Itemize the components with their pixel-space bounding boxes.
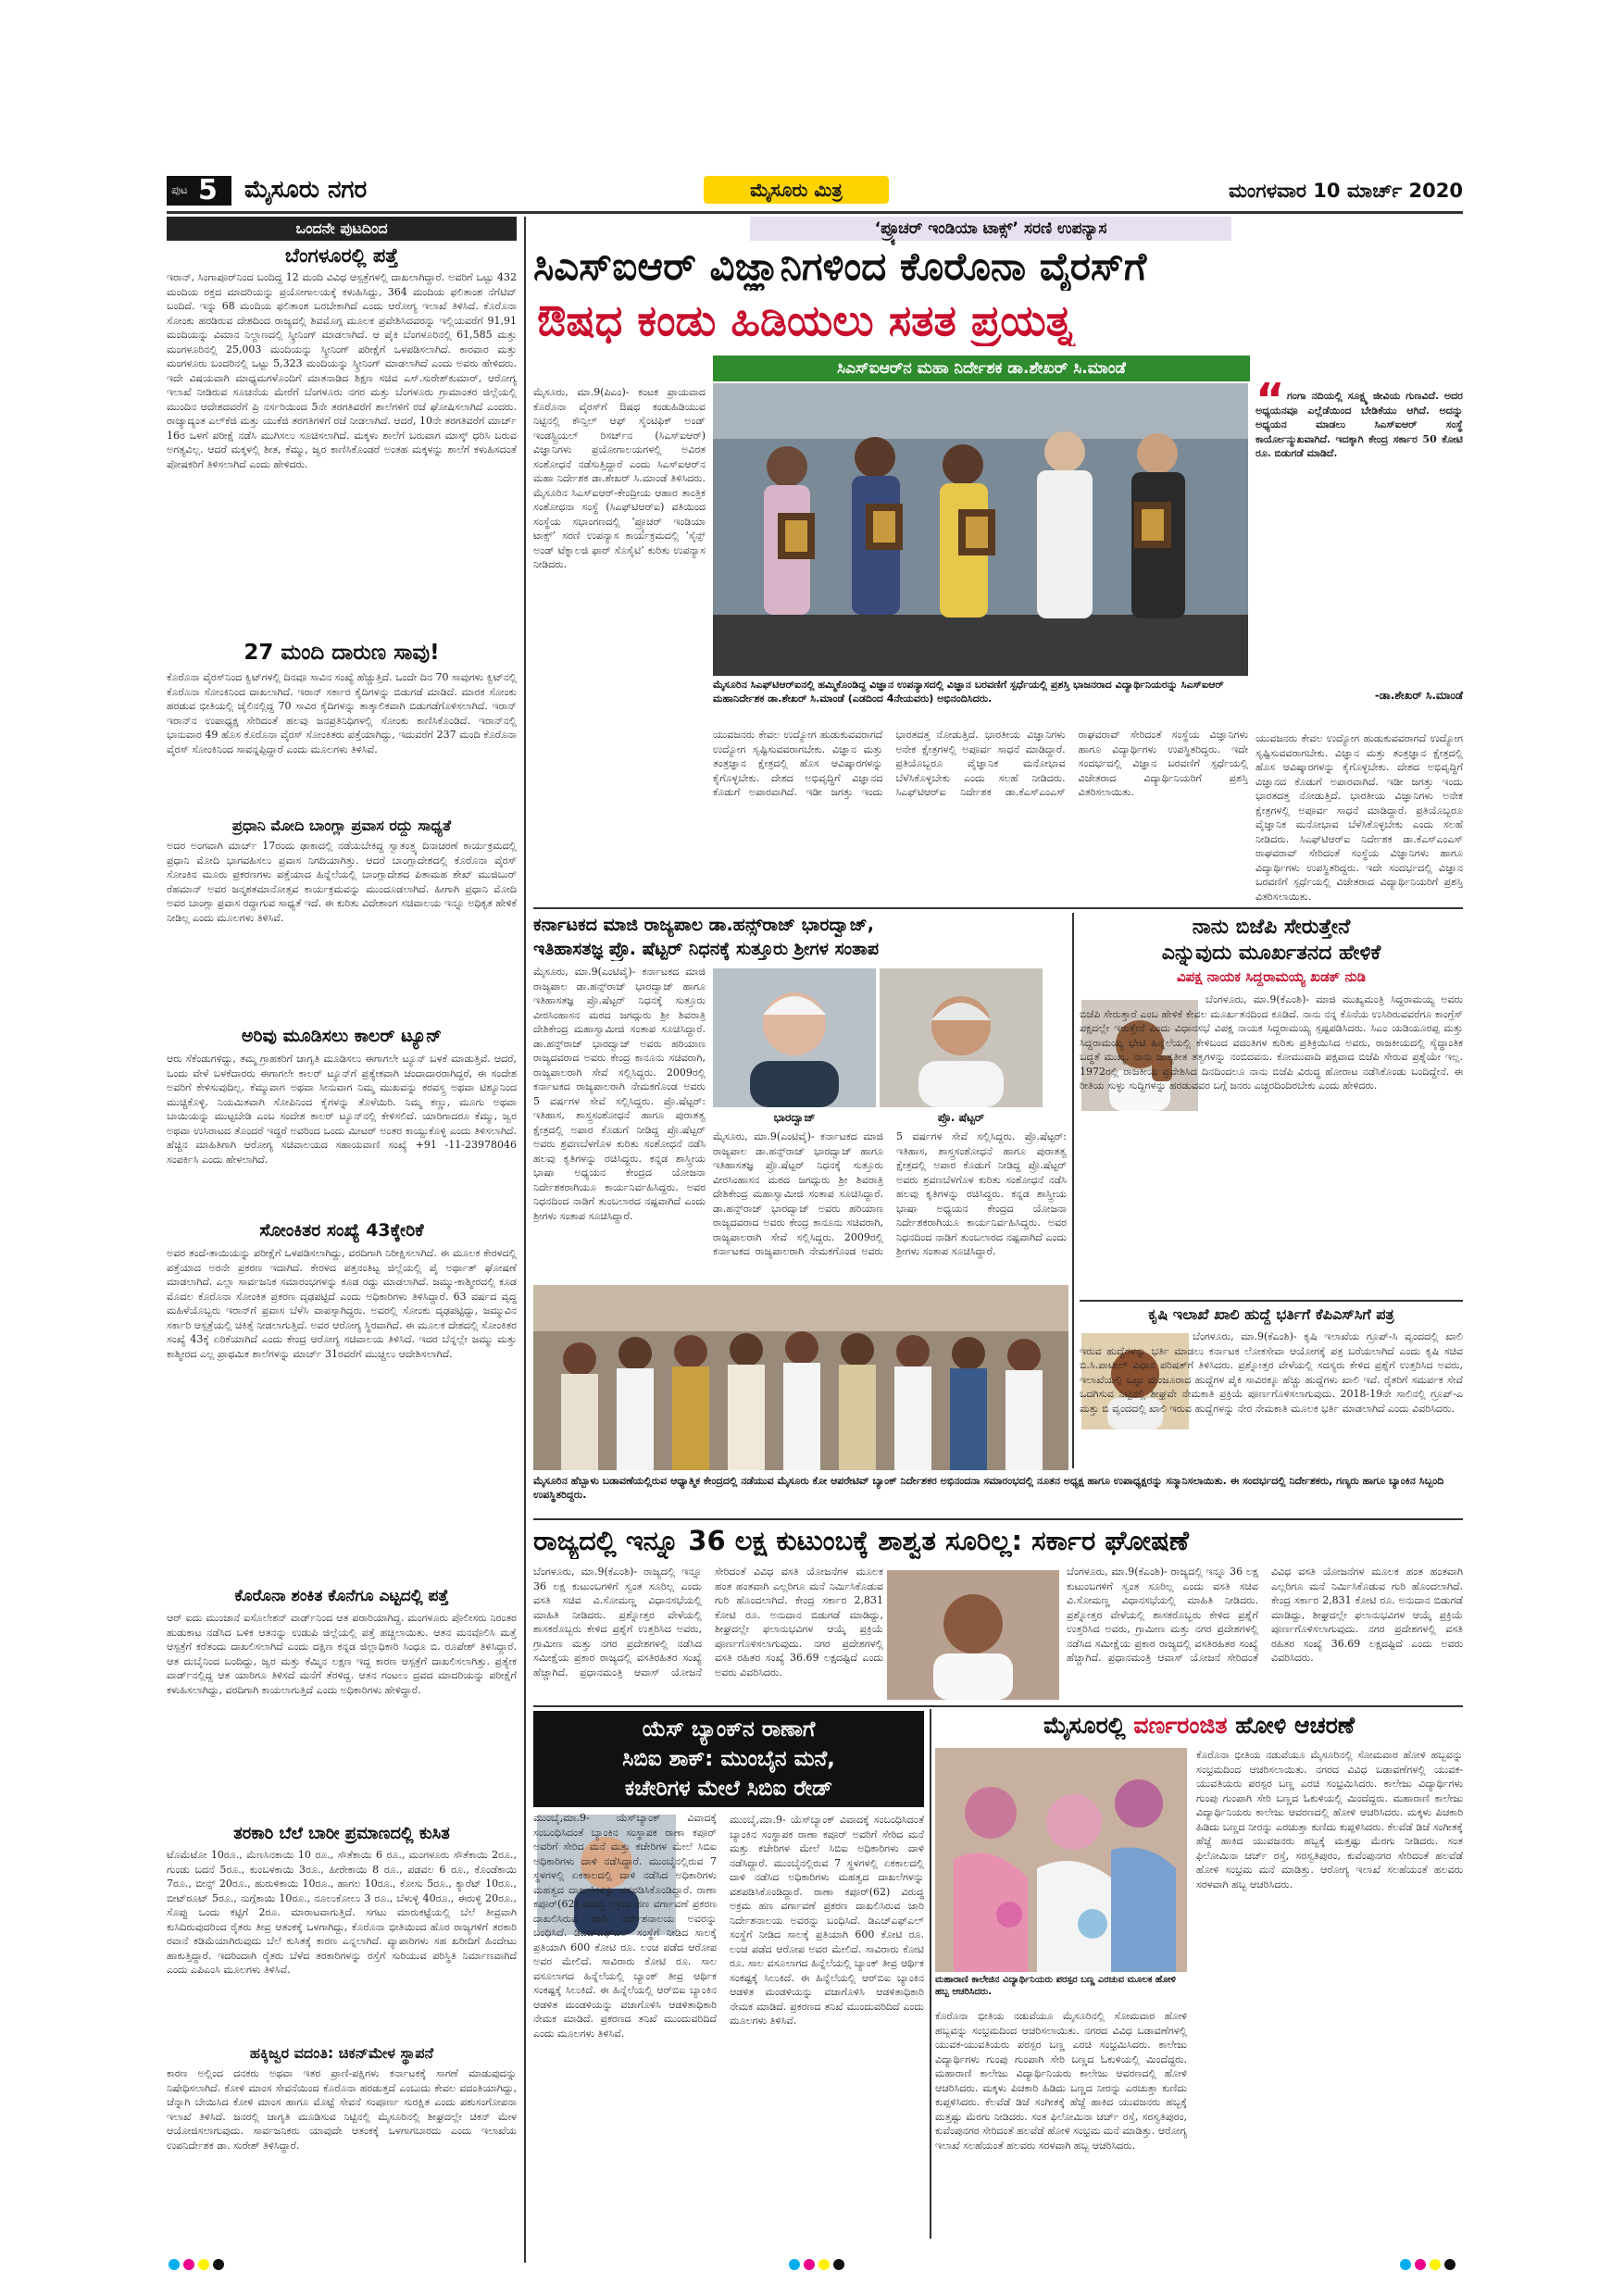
lead-headline-2: ಔಷಧ ಕಂಡು ಹಿಡಿಯಲು ಸತತ ಪ್ರಯತ್ನ: [537, 295, 1075, 345]
lead-headline-1: ಸಿಎಸ್‌ಐಆರ್ ವಿಜ್ಞಾನಿಗಳಿಂದ ಕೊರೊನಾ ವೈರಸ್‌ಗೆ: [533, 243, 1147, 289]
story-title-modi: ಪ್ರಧಾನಿ ಮೋದಿ ಬಾಂಗ್ಲಾ ಪ್ರವಾಸ ರದ್ದು ಸಾಧ್ಯತೆ: [231, 817, 452, 834]
story-body-prices: ಟೊಮೆಟೋ 10ರೂ., ಮೆಣಸಿನಕಾಯಿ 10 ರೂ., ಸೌತೆಕಾಯಿ 6 ರೂ., ಮಂಗಳೂರು ಸೌತೆಕಾಯಿ 2ರೂ., ಗುಂಡು ಬದನೆ 5ರೂ., ಕುಂಬಳಕಾಯಿ 3ರೂ., ಹೀರೇಕಾಯಿ 8 ರೂ., ಪಡವಲ 6 ರೂ., ಕೊಂಡೆಕಾಯಿ 7ರೂ., ಬೀನ್ಸ್ 20ರೂ., ಹುರುಳಿಕಾಯಿ 10ರೂ., ಹಾಗಲ 10ರೂ., ಕೋಸು 5ರೂ., ಕ್ಯಾರೆಟ್ 10ರೂ., ಬೀಟ್‌ರೂಟ್ 5ರೂ., ನುಗ್ಗೆಕಾಯಿ 10ರೂ., ನೂಲುಕೋಲು 3 ರೂ., ಬೆಳುಳ್ಳಿ 40ರೂ., ಈರುಳ್ಳಿ 20ರೂ., ಸೊಪ್ಪು ಒಂದು ಕಟ್ಟಿಗೆ 2ರೂ. ಮಾರಾಟವಾಗುತ್ತಿದೆ. ಸಗಟು ಮಾರುಕಟ್ಟೆಯಲ್ಲಿ ಬೆಲೆ ತೀವ್ರವಾಗಿ ಕುಸಿದಿರುವುದರಿಂದ ರೈತರು ತೀವ್ರ ಆತಂಕಕ್ಕೆ ಒಳಗಾಗಿದ್ದು, ಕೊರೊನಾ ಭೀತಿಯಿಂದ ಹೊರ ರಾಜ್ಯಗಳಿಗೆ ತರಕಾರಿ ರವಾನೆ ಕಡಿಮೆಯಾಗಿರುವುದು ಬೆಲೆ ಕುಸಿತಕ್ಕೆ ಕಾರಣ ಎನ್ನಲಾಗಿದೆ. ವ್ಯಾಪಾರಿಗಳು ಸಹ ಖರೀದಿಗೆ ಹಿಂದೇಟು ಹಾಕುತ್ತಿದ್ದಾರೆ. ಇದರಿಂದಾಗಿ ರೈತರು ಬೆಳೆದ ತರಕಾರಿಗಳನ್ನು ರಸ್ತೆಗೆ ಸುರಿಯುವ ಪರಿಸ್ಥಿತಿ ನಿರ್ಮಾಣವಾಗಿದೆ ಎಂದು ಎಪಿಎಂಸಿ ಮೂಲಗಳು ತಿಳಿಸಿವೆ.: [167, 1849, 517, 1976]
left-column: [167, 217, 517, 2013]
holi-headline-prefix: ಮೈಸೂರಲ್ಲಿ: [1043, 1712, 1134, 1739]
quote-icon: “: [1255, 374, 1285, 426]
holi-photo: [935, 1748, 1187, 1972]
holi-headline-suffix: ಹೋಳಿ ಆಚರಣೆ: [1227, 1712, 1355, 1739]
housing-body-right: ಬೆಂಗಳೂರು, ಮಾ.9(ಕೆಎಂಶಿ)- ರಾಜ್ಯದಲ್ಲಿ ಇನ್ನೂ 36 ಲಕ್ಷ ಕುಟುಂಬಗಳಿಗೆ ಸ್ವಂತ ಸೂರಿಲ್ಲ ಎಂದು ವಸತಿ ಸಚಿವ ವಿ.ಸೋಮಣ್ಣ ವಿಧಾನಸಭೆಯಲ್ಲಿ ಮಾಹಿತಿ ನೀಡಿದರು. ಪ್ರಶ್ನೋತ್ತರ ವೇಳೆಯಲ್ಲಿ ಶಾಸಕರೊಬ್ಬರು ಕೇಳಿದ ಪ್ರಶ್ನೆಗೆ ಉತ್ತರಿಸಿದ ಅವರು, ಗ್ರಾಮೀಣ ಮತ್ತು ನಗರ ಪ್ರದೇಶಗಳಲ್ಲಿ ನಡೆಸಿದ ಸಮೀಕ್ಷೆಯ ಪ್ರಕಾರ ರಾಜ್ಯದಲ್ಲಿ ವಸತಿರಹಿತರ ಸಂಖ್ಯೆ ಹೆಚ್ಚಾಗಿದೆ. ಪ್ರಧಾನಮಂತ್ರಿ ಆವಾಸ್ ಯೋಜನೆ ಸೇರಿದಂತೆ ವಿವಿಧ ವಸತಿ ಯೋಜನೆಗಳ ಮೂಲಕ ಹಂತ ಹಂತವಾಗಿ ಎಲ್ಲರಿಗೂ ಮನೆ ನಿರ್ಮಿಸಿಕೊಡುವ ಗುರಿ ಹೊಂದಲಾಗಿದೆ. ಕೇಂದ್ರ ಸರ್ಕಾರ 2,831 ಕೋಟಿ ರೂ. ಅನುದಾನ ಬಿಡುಗಡೆ ಮಾಡಿದ್ದು, ಶೀಘ್ರದಲ್ಲೇ ಫಲಾನುಭವಿಗಳ ಆಯ್ಕೆ ಪ್ರಕ್ರಿಯೆ ಪೂರ್ಣಗೊಳಿಸಲಾಗುವುದು. ನಗರ ಪ್ರದೇಶಗಳಲ್ಲಿ ವಸತಿ ರಹಿತರ ಸಂಖ್ಯೆ 36.69 ಲಕ್ಷದಷ್ಟಿದೆ ಎಂದು ಅವರು ವಿವರಿಸಿದರು.: [1067, 1566, 1463, 1664]
condolence-body-1: ಮೈಸೂರು, ಮಾ.9(ಎಂಟಿವೈ)- ಕರ್ನಾಟಕದ ಮಾಜಿ ರಾಜ್ಯಪಾಲ ಡಾ.ಹನ್ಸ್‌ರಾಜ್ ಭಾರದ್ವಾಜ್ ಹಾಗೂ ಇತಿಹಾಸತಜ್ಞ ಪ್ರೊ.ಷೆಟ್ಟರ್ ನಿಧನಕ್ಕೆ ಸುತ್ತೂರು ವೀರಸಿಂಹಾಸನ ಮಠದ ಜಗದ್ಗುರು ಶ್ರೀ ಶಿವರಾತ್ರಿ ದೇಶಿಕೇಂದ್ರ ಮಹಾಸ್ವಾಮೀಜಿ ಸಂತಾಪ ಸೂಚಿಸಿದ್ದಾರೆ. ಡಾ.ಹನ್ಸ್‌ರಾಜ್ ಭಾರದ್ವಾಜ್ ಅವರು ಹರಿಯಾಣ ರಾಜ್ಯದವರಾದ ಅವರು ಕೇಂದ್ರ ಕಾನೂನು ಸಚಿವರಾಗಿ, ರಾಜ್ಯಪಾಲರಾಗಿ ಸೇವೆ ಸಲ್ಲಿಸಿದ್ದರು. 2009ರಲ್ಲಿ ಕರ್ನಾಟಕದ ರಾಜ್ಯಪಾಲರಾಗಿ ನೇಮಕಗೊಂಡ ಅವರು 5 ವರ್ಷಗಳ ಸೇವೆ ಸಲ್ಲಿಸಿದ್ದರು. ಪ್ರೊ.ಷೆಟ್ಟರ್: ಇತಿಹಾಸ, ಶಾಸ್ತ್ರಸಂಶೋಧನೆ ಹಾಗೂ ಪುರಾತತ್ವ ಕ್ಷೇತ್ರದಲ್ಲಿ ಅಪಾರ ಕೊಡುಗೆ ನೀಡಿದ್ದ ಪ್ರೊ.ಷೆಟ್ಟರ್ ಅವರು ಶ್ರವಣಬೆಳಗೊಳ ಕುರಿತು ಸಂಶೋಧನೆ ನಡೆಸಿ ಹಲವು ಕೃತಿಗಳನ್ನು ರಚಿಸಿದ್ದರು. ಕನ್ನಡ ಶಾಸ್ತ್ರೀಯ ಭಾಷಾ ಅಧ್ಯಯನ ಕೇಂದ್ರದ ಯೋಜನಾ ನಿರ್ದೇಶಕರಾಗಿಯೂ ಕಾರ್ಯನಿರ್ವಹಿಸಿದ್ದರು. ಅವರ ನಿಧನದಿಂದ ನಾಡಿಗೆ ತುಂಬಲಾರದ ನಷ್ಟವಾಗಿದೆ ಎಂದು ಶ್ರೀಗಳು ಸಂತಾಪ ಸೂಚಿಸಿದ್ದಾರೆ.: [533, 966, 706, 1222]
page-number-box: [167, 176, 231, 206]
story-body-dead27: ಕೊರೊನಾ ವೈರಸ್‌ನಿಂದ ಕ್ವಿಟ್‌ಗಳಲ್ಲಿ ದಿನವೂ ಸಾವಿನ ಸಂಖ್ಯೆ ಹೆಚ್ಚುತ್ತಿದೆ. ಒಂದೇ ದಿನ 70 ಸಾವುಗಳು ಕ್ವಿಟ್‌ನಲ್ಲಿ ಕೊರೊನಾ ಸೋಂಕಿನಿಂದ ದಾಖಲಾಗಿದೆ. ಇರಾನ್ ಸರ್ಕಾರ ಕೈದಿಗಳನ್ನು ಬಿಡುಗಡೆ ಮಾಡಿದೆ. ಮಾರಕ ಸೋಂಕು ಹರಡುವ ಭೀತಿಯಲ್ಲಿ ಜೈಲಿನಲ್ಲಿದ್ದ 70 ಸಾವಿರ ಕೈದಿಗಳನ್ನು ತಾತ್ಕಾಲಿಕವಾಗಿ ಬಿಡುಗಡೆಗೊಳಿಸಲಾಗಿದೆ. ಇರಾನ್ ಇರಾನ್‌ನ ಉಪಾಧ್ಯಕ್ಷ ಸೇರಿದಂತೆ ಹಲವು ಜನಪ್ರತಿನಿಧಿಗಳಲ್ಲಿ ಸೋಂಕು ಕಾಣಿಸಿಕೊಂಡಿದೆ. ಇರಾನ್‌ನಲ್ಲಿ ಭಾನುವಾರ 49 ಹೊಸ ಕೊರೊನಾ ವೈರಸ್ ಸೋಂಕಿತರು ಪತ್ತೆಯಾಗಿದ್ದು, ಇದುವರೆಗೆ 237 ಮಂದಿ ಕೊರೊನಾ ವೈರಸ್ ಸೋಂಕಿನಿಂದ ಸಾವನ್ನಪ್ಪಿದ್ದಾರೆ ಎಂದು ಮೂಲಗಳು ತಿಳಿಸಿವೆ.: [167, 671, 517, 755]
story-body-modi: ಅದರ ಅಂಗವಾಗಿ ಮಾರ್ಚ್ 17ರಂದು ಢಾಕಾದಲ್ಲಿ ನಡೆಯಬೇಕಿದ್ದ ಸ್ವಾತಂತ್ರ್ಯ ದಿನಾಚರಣೆ ಕಾರ್ಯಕ್ರಮದಲ್ಲಿ ಪ್ರಧಾನಿ ಮೋದಿ ಭಾಗವಹಿಸಲು ಪ್ರವಾಸ ನಿಗದಿಯಾಗಿತ್ತು. ಆದರೆ ಬಾಂಗ್ಲಾದೇಶದಲ್ಲಿ ಕೊರೊನಾ ವೈರಸ್ ಸೋಂಕಿನ ಮೂರು ಪ್ರಕರಣಗಳು ಪತ್ತೆಯಾದ ಹಿನ್ನೆಲೆಯಲ್ಲಿ ಬಾಂಗ್ಲಾದೇಶದ ಪಿತಾಮಹ ಶೇಖ್ ಮುಜಿಬುರ್ ರೆಹಮಾನ್ ಅವರ ಜನ್ಮಶತಮಾನೋತ್ಸವ ಕಾರ್ಯಕ್ರಮವನ್ನು ಮುಂದೂಡಲಾಗಿದೆ. ಹೀಗಾಗಿ ಪ್ರಧಾನಿ ಮೋದಿ ಅವರ ಬಾಂಗ್ಲಾ ಪ್ರವಾಸ ರದ್ದಾಗುವ ಸಾಧ್ಯತೆ ಇದೆ. ಈ ಕುರಿತು ವಿದೇಶಾಂಗ ಸಚಿವಾಲಯ ಇನ್ನೂ ಅಧಿಕೃತ ಹೇಳಿಕೆ ನೀಡಿಲ್ಲ ಎಂದು ಮೂಲಗಳು ತಿಳಿಸಿವೆ.: [167, 840, 517, 924]
shettar-photo: [880, 968, 1043, 1107]
bharadwaj-label: ಭಾರದ್ವಾಜ್: [773, 1111, 816, 1124]
condolence-headline-2: ಇತಿಹಾಸತಜ್ಞ ಪ್ರೊ. ಷೆಟ್ಟರ್ ನಿಧನಕ್ಕೆ ಸುತ್ತೂರು ಶ್ರೀಗಳ ಸಂತಾಪ: [533, 939, 880, 959]
lead-quote-attribution: -ಡಾ.ಶೇಖರ್ ಸಿ.ಮಾಂಡೆ: [1374, 689, 1463, 702]
page-header: [167, 174, 1463, 207]
lead-subhead-text: ಸಿಎಸ್‌ಐಆರ್‌ನ ಮಹಾ ನಿರ್ದೇಶಕ ಡಾ.ಶೇಖರ್ ಸಿ.ಮಾಂಡೆ: [837, 359, 1126, 378]
yesbank-body-1: ಮುಂಬೈ,ಮಾ.9- ಯೆಸ್‌ಬ್ಯಾಂಕ್ ವಿವಾದಕ್ಕೆ ಸಂಬಂಧಿಸಿದಂತೆ ಬ್ಯಾಂಕಿನ ಸಂಸ್ಥಾಪಕ ರಾಣಾ ಕಪೂರ್ ಅವರಿಗೆ ಸೇರಿದ ಮನೆ ಮತ್ತು ಕಚೇರಿಗಳ ಮೇಲೆ ಸಿಬಿಐ ಅಧಿಕಾರಿಗಳು ದಾಳಿ ನಡೆಸಿದ್ದಾರೆ. ಮುಂಬೈನಲ್ಲಿರುವ 7 ಸ್ಥಳಗಳಲ್ಲಿ ಏಕಕಾಲದಲ್ಲಿ ದಾಳಿ ನಡೆಸಿದ ಅಧಿಕಾರಿಗಳು ಮಹತ್ವದ ದಾಖಲೆಗಳನ್ನು ವಶಪಡಿಸಿಕೊಂಡಿದ್ದಾರೆ. ರಾಣಾ ಕಪೂರ್(62) ವಿರುದ್ಧ ಅಕ್ರಮ ಹಣ ವರ್ಗಾವಣೆ ಪ್ರಕರಣ ದಾಖಲಿಸಿರುವ ಜಾರಿ ನಿರ್ದೇಶನಾಲಯ ಅವರನ್ನು ಬಂಧಿಸಿದೆ. ಡಿಎಚ್‌ಎಫ್‌ಎಲ್ ಸಂಸ್ಥೆಗೆ ನೀಡಿದ ಸಾಲಕ್ಕೆ ಪ್ರತಿಯಾಗಿ 600 ಕೋಟಿ ರೂ. ಲಂಚ ಪಡೆದ ಆರೋಪ ಅವರ ಮೇಲಿದೆ. ಸಾವಿರಾರು ಕೋಟಿ ರೂ. ಸಾಲ ವಸೂಲಾಗದ ಹಿನ್ನೆಲೆಯಲ್ಲಿ ಬ್ಯಾಂಕ್ ತೀವ್ರ ಆರ್ಥಿಕ ಸಂಕಷ್ಟಕ್ಕೆ ಸಿಲುಕಿದೆ. ಈ ಹಿನ್ನೆಲೆಯಲ್ಲಿ ಆರ್‌ಬಿಐ ಬ್ಯಾಂಕಿನ ಆಡಳಿತ ಮಂಡಳಿಯನ್ನು ವಜಾಗೊಳಿಸಿ ಆಡಳಿತಾಧಿಕಾರಿ ನೇಮಕ ಮಾಡಿದೆ. ಪ್ರಕರಣದ ತನಿಖೆ ಮುಂದುವರಿದಿದೆ ಎಂದು ಮೂಲಗಳು ತಿಳಿಸಿವೆ.: [533, 1812, 717, 2040]
left-column-lower: [167, 2044, 517, 2239]
story-title-tune: ಅರಿವು ಮೂಡಿಸಲು ಕಾಲರ್ ಟ್ಯೂನ್: [241, 1026, 443, 1046]
yesbank-divider: [930, 1709, 931, 2239]
siddaramaiah-subhead: ವಿಪಕ್ಷ ನಾಯಕ ಸಿದ್ದರಾಮಯ್ಯ ಖಡಕ್ ನುಡಿ: [1176, 968, 1367, 985]
masthead-logo: [704, 176, 889, 204]
story-title-dead27: 27 ಮಂದಿ ದಾರುಣ ಸಾವು!: [244, 641, 440, 665]
holi-body-2: ಕೊರೊನಾ ಭೀತಿಯ ನಡುವೆಯೂ ಮೈಸೂರಿನಲ್ಲಿ ಸೋಮವಾರ ಹೋಳಿ ಹಬ್ಬವನ್ನು ಸಂಭ್ರಮದಿಂದ ಆಚರಿಸಲಾಯಿತು. ನಗರದ ವಿವಿಧ ಬಡಾವಣೆಗಳಲ್ಲಿ ಯುವಕ-ಯುವತಿಯರು ಪರಸ್ಪರ ಬಣ್ಣ ಎರಚಿ ಸಂಭ್ರಮಿಸಿದರು. ಕಾಲೇಜು ವಿದ್ಯಾರ್ಥಿಗಳು ಗುಂಪು ಗುಂಪಾಗಿ ಸೇರಿ ಬಣ್ಣದ ಓಕುಳಿಯಲ್ಲಿ ಮಿಂದೆದ್ದರು. ಮಹಾರಾಣಿ ಕಾಲೇಜು ವಿದ್ಯಾರ್ಥಿನಿಯರು ಕಾಲೇಜು ಆವರಣದಲ್ಲಿ ಹೋಳಿ ಆಚರಿಸಿದರು. ಮಕ್ಕಳು ಪಿಚಕಾರಿ ಹಿಡಿದು ಬಣ್ಣದ ನೀರನ್ನು ಎರಚುತ್ತಾ ಕುಣಿದು ಕುಪ್ಪಳಿಸಿದರು. ಕೆಲವೆಡೆ ಡಿಜೆ ಸಂಗೀತಕ್ಕೆ ಹೆಜ್ಜೆ ಹಾಕಿದ ಯುವಜನರು ಹಬ್ಬಕ್ಕೆ ಮತ್ತಷ್ಟು ಮೆರಗು ನೀಡಿದರು. ಸಂತ ಫಿಲೋಮಿನಾ ಚರ್ಚ್ ರಸ್ತೆ, ಸರಸ್ವತಿಪುರಂ, ಕುವೆಂಪುನಗರ ಸೇರಿದಂತೆ ಹಲವೆಡೆ ಹೋಳಿ ಸಂಭ್ರಮ ಮನೆ ಮಾಡಿತ್ತು. ಆರೋಗ್ಯ ಇಲಾಖೆ ಸಲಹೆಯಂತೆ ಹಲವರು ಸರಳವಾಗಿ ಹಬ್ಬ ಆಚರಿಸಿದರು.: [935, 2010, 1187, 2152]
story-title-count43: ಸೋಂಕಿತರ ಸಂಖ್ಯೆ 43ಕ್ಕೇರಿಕೆ: [259, 1220, 424, 1241]
lead-quote-text: ಗಂಗಾ ನದಿಯಲ್ಲಿ ಸೂಕ್ಷ್ಮ ಜೀವಿಯ ಗುಣವಿದೆ. ಅದರ ಅಧ್ಯಯನವೂ ಎಲ್ಲೆಡೆಯಿಂದ ಬೇಡಿಕೆಯು ಆಗಿದೆ. ಅದನ್ನು ಅಧ್ಯಯನ ಮಾಡಲು ಸಿಎಸ್‌ಐಆರ್ ಸಂಸ್ಥೆ ಕಾರ್ಯೋನ್ಮುಖವಾಗಿದೆ. ಇದಕ್ಕಾಗಿ ಕೇಂದ್ರ ಸರ್ಕಾರ 50 ಕೋಟಿ ರೂ. ಬಿಡುಗಡೆ ಮಾಡಿದೆ.: [1255, 390, 1463, 459]
award-photo-illustration: [713, 383, 1248, 676]
housing-top-rule: [533, 1518, 1463, 1520]
header-rule: [167, 211, 1463, 214]
housing-bottom-rule: [533, 1705, 1463, 1707]
section-title: ಮೈಸೂರು ನಗರ: [244, 176, 368, 204]
housing-headline: ರಾಜ್ಯದಲ್ಲಿ ಇನ್ನೂ 36 ಲಕ್ಷ ಕುಟುಂಬಕ್ಕೆ ಶಾಶ್ವತ ಸೂರಿಲ್ಲ: ಸರ್ಕಾರ ಘೋಷಣೆ: [533, 1525, 1189, 1556]
kpsc-headline: ಕೃಷಿ ಇಲಾಖೆ ಖಾಲಿ ಹುದ್ದೆ ಭರ್ತಿಗೆ ಕೆಪಿಎಸ್‌ಸಿಗೆ ಪತ್ರ: [1148, 1305, 1394, 1323]
siddaramaiah-rule: [1080, 1300, 1463, 1302]
siddaramaiah-body: ಬೆಂಗಳೂರು, ಮಾ.9(ಕೆಎಂಶಿ)- ಮಾಜಿ ಮುಖ್ಯಮಂತ್ರಿ ಸಿದ್ದರಾಮಯ್ಯ ಅವರು ಬಿಜೆಪಿ ಸೇರುತ್ತಾರೆ ಎಂಬ ಹೇಳಿಕೆ ಕೇವಲ ಮೂರ್ಖತನದಿಂದ ಕೂಡಿದೆ. ನಾನು ನನ್ನ ಕೊನೆಯ ಉಸಿರಿರುವವರೆಗೂ ಕಾಂಗ್ರೆಸ್ ಪಕ್ಷದಲ್ಲೇ ಇರುತ್ತೇನೆ ಎಂದು ವಿಧಾನಸಭೆ ವಿಪಕ್ಷ ನಾಯಕ ಸಿದ್ದರಾಮಯ್ಯ ಸ್ಪಷ್ಟಪಡಿಸಿದರು. ಸಿಎಂ ಯಡಿಯೂರಪ್ಪ ಮತ್ತು ಸಿದ್ದರಾಮಯ್ಯ ಭೇಟಿ ಹಿನ್ನೆಲೆಯಲ್ಲಿ ಕೇಳಿಬಂದ ವದಂತಿಗಳ ಕುರಿತು ಪ್ರತಿಕ್ರಿಯಿಸಿದ ಅವರು, ರಾಜಕೀಯದಲ್ಲಿ ಸೈದ್ಧಾಂತಿಕ ಬದ್ಧತೆ ಮುಖ್ಯ. ನಾನು ಜಾತ್ಯತೀತ ತತ್ವಗಳನ್ನು ನಂಬಿದವನು. ಕೋಮುವಾದಿ ಪಕ್ಷವಾದ ಬಿಜೆಪಿ ಸೇರುವ ಪ್ರಶ್ನೆಯೇ ಇಲ್ಲ. 1972ರಲ್ಲಿ ರಾಜಕೀಯ ಪ್ರವೇಶಿಸಿದ ದಿನದಿಂದಲೂ ನಾನು ಬಿಜೆಪಿ ವಿರುದ್ಧ ಹೋರಾಟ ನಡೆಸಿಕೊಂಡು ಬಂದಿದ್ದೇನೆ. ಈ ರೀತಿಯ ಸುಳ್ಳು ಸುದ್ದಿಗಳನ್ನು ಹರಡುವವರ ಬಗ್ಗೆ ಜನರು ಎಚ್ಚರದಿಂದಿರಬೇಕು ಎಂದು ಹೇಳಿದರು.: [1080, 993, 1463, 1092]
siddaramaiah-headline-1: ನಾನು ಬಿಜೆಪಿ ಸೇರುತ್ತೇನೆ: [1192, 916, 1351, 939]
masthead-text: ಮೈಸೂರು ಮಿತ್ರ: [750, 179, 843, 201]
yesbank-headline-1: ಯೆಸ್ ಬ್ಯಾಂಕ್‌ನ ರಾಣಾಗೆ: [642, 1717, 816, 1741]
award-photo-caption: ಮೈಸೂರಿನ ಸಿಎಫ್‌ಟಿಆರ್‌ಐನಲ್ಲಿ ಹಮ್ಮಿಕೊಂಡಿದ್ದ ವಿಜ್ಞಾನ ಉಪನ್ಯಾಸದಲ್ಲಿ ವಿಜ್ಞಾನ ಬರವಣಿಗೆ ಸ್ಪರ್ಧೆಯಲ್ಲಿ ಪ್ರಶಸ್ತಿ ಭಾಜನರಾದ ವಿದ್ಯಾರ್ಥಿನಿಯರನ್ನು ಸಿಎಸ್‌ಐಆರ್ ಮಹಾನಿರ್ದೇಶಕ ಡಾ.ಶೇಖರ್ ಸಿ.ಮಾಂಡೆ (ಎಡದಿಂದ 4ನೇಯವರು) ಅಭಿನಂದಿಸಿದರು.: [713, 679, 1224, 705]
bank-felicitation-caption: ಮೈಸೂರಿನ ಹೆಬ್ಬಾಳು ಬಡಾವಣೆಯಲ್ಲಿರುವ ಆಧ್ಯಾತ್ಮಿಕ ಕೇಂದ್ರದಲ್ಲಿ ನಡೆಯುವ ಮೈಸೂರು ಕೋ ಆಪರೇಟಿವ್ ಬ್ಯಾಂಕ್ ನಿರ್ದೇಶಕರ ಅಭಿನಂದನಾ ಸಮಾರಂಭದಲ್ಲಿ ನೂತನ ಅಧ್ಯಕ್ಷ ಹಾಗೂ ಉಪಾಧ್ಯಕ್ಷರನ್ನು ಸನ್ಮಾನಿಸಲಾಯಿತು. ಈ ಸಂದರ್ಭದಲ್ಲಿ ನಿರ್ದೇಶಕರು, ಗಣ್ಯರು ಹಾಗೂ ಬ್ಯಾಂಕಿನ ಸಿಬ್ಬಂದಿ ಉಪಸ್ಥಿತರಿದ್ದರು.: [533, 1475, 1444, 1501]
story-body-chicken: ಕಾರಣ ಅಲ್ಲಿಂದ ದನಕರು ಅಥವಾ ಇತರ ಪ್ರಾಣಿ-ಪಕ್ಷಿಗಳು ಕರ್ನಾಟಕಕ್ಕೆ ಸಾಗಣೆ ಮಾಡುವುದನ್ನು ನಿಷೇಧಿಸಲಾಗಿದೆ. ಕೋಳಿ ಮಾಂಸ ಸೇವನೆಯಿಂದ ಕೊರೊನಾ ಹರಡುತ್ತದೆ ಎಂಬುದು ಕೇವಲ ವದಂತಿಯಾಗಿದ್ದು, ಚೆನ್ನಾಗಿ ಬೇಯಿಸಿದ ಕೋಳಿ ಮಾಂಸ ಹಾಗೂ ಮೊಟ್ಟೆ ಸೇವನೆ ಸಂಪೂರ್ಣ ಸುರಕ್ಷಿತ ಎಂದು ಪಶುಸಂಗೋಪನಾ ಇಲಾಖೆ ತಿಳಿಸಿದೆ. ಜನರಲ್ಲಿ ಜಾಗೃತಿ ಮೂಡಿಸುವ ನಿಟ್ಟಿನಲ್ಲಿ ಮೈಸೂರಿನಲ್ಲಿ ಶೀಘ್ರದಲ್ಲೇ ಚಿಕನ್ ಮೇಳ ಆಯೋಜಿಸಲಾಗುವುದು. ಸಾರ್ವಜನಿಕರು ಯಾವುದೇ ಆತಂಕಕ್ಕೆ ಒಳಗಾಗಬಾರದು ಎಂದು ಇಲಾಖೆಯ ಉಪನಿರ್ದೇಶಕ ಡಾ. ಸುರೇಶ್ ತಿಳಿಸಿದ್ದಾರೆ.: [167, 2067, 517, 2152]
holi-photo-caption: ಮಹಾರಾಣಿ ಕಾಲೇಜಿನ ವಿದ್ಯಾರ್ಥಿನಿಯರು ಪರಸ್ಪರ ಬಣ್ಣ ಎರಚುವ ಮೂಲಕ ಹೋಳಿ ಹಬ್ಬ ಆಚರಿಸಿದರು.: [935, 1975, 1176, 1997]
yesbank-headline-3: ಕಚೇರಿಗಳ ಮೇಲೆ ಸಿಬಿಐ ರೇಡ್: [624, 1777, 833, 1801]
condolence-body-2: ಮೈಸೂರು, ಮಾ.9(ಎಂಟಿವೈ)- ಕರ್ನಾಟಕದ ಮಾಜಿ ರಾಜ್ಯಪಾಲ ಡಾ.ಹನ್ಸ್‌ರಾಜ್ ಭಾರದ್ವಾಜ್ ಹಾಗೂ ಇತಿಹಾಸತಜ್ಞ ಪ್ರೊ.ಷೆಟ್ಟರ್ ನಿಧನಕ್ಕೆ ಸುತ್ತೂರು ವೀರಸಿಂಹಾಸನ ಮಠದ ಜಗದ್ಗುರು ಶ್ರೀ ಶಿವರಾತ್ರಿ ದೇಶಿಕೇಂದ್ರ ಮಹಾಸ್ವಾಮೀಜಿ ಸಂತಾಪ ಸೂಚಿಸಿದ್ದಾರೆ. ಡಾ.ಹನ್ಸ್‌ರಾಜ್ ಭಾರದ್ವಾಜ್ ಅವರು ಹರಿಯಾಣ ರಾಜ್ಯದವರಾದ ಅವರು ಕೇಂದ್ರ ಕಾನೂನು ಸಚಿವರಾಗಿ, ರಾಜ್ಯಪಾಲರಾಗಿ ಸೇವೆ ಸಲ್ಲಿಸಿದ್ದರು. 2009ರಲ್ಲಿ ಕರ್ನಾಟಕದ ರಾಜ್ಯಪಾಲರಾಗಿ ನೇಮಕಗೊಂಡ ಅವರು 5 ವರ್ಷಗಳ ಸೇವೆ ಸಲ್ಲಿಸಿದ್ದರು. ಪ್ರೊ.ಷೆಟ್ಟರ್: ಇತಿಹಾಸ, ಶಾಸ್ತ್ರಸಂಶೋಧನೆ ಹಾಗೂ ಪುರಾತತ್ವ ಕ್ಷೇತ್ರದಲ್ಲಿ ಅಪಾರ ಕೊಡುಗೆ ನೀಡಿದ್ದ ಪ್ರೊ.ಷೆಟ್ಟರ್ ಅವರು ಶ್ರವಣಬೆಳಗೊಳ ಕುರಿತು ಸಂಶೋಧನೆ ನಡೆಸಿ ಹಲವು ಕೃತಿಗಳನ್ನು ರಚಿಸಿದ್ದರು. ಕನ್ನಡ ಶಾಸ್ತ್ರೀಯ ಭಾಷಾ ಅಧ್ಯಯನ ಕೇಂದ್ರದ ಯೋಜನಾ ನಿರ್ದೇಶಕರಾಗಿಯೂ ಕಾರ್ಯನಿರ್ವಹಿಸಿದ್ದರು. ಅವರ ನಿಧನದಿಂದ ನಾಡಿಗೆ ತುಂಬಲಾರದ ನಷ್ಟವಾಗಿದೆ ಎಂದು ಶ್ರೀಗಳು ಸಂತಾಪ ಸೂಚಿಸಿದ್ದಾರೆ.: [713, 1130, 1067, 1257]
story-title-bengaluru: ಬೆಂಗಳೂರಲ್ಲಿ ಪತ್ತೆ: [284, 244, 399, 267]
lead-quote-box: [1255, 374, 1463, 726]
story-title-suspect: ಕೊರೊನಾ ಶಂಕಿತ ಕೊನೆಗೂ ಎಟ್ಟದಲ್ಲಿ ಪತ್ತೆ: [234, 1587, 449, 1605]
story-body-suspect: ಆರ್ ಐದು ಮುಂಜಾನೆ ಐಸೊಲೇಶನ್ ವಾರ್ಡ್‌ನಿಂದ ಆತ ಪರಾರಿಯಾಗಿದ್ದ. ಮಂಗಳೂರು ಪೊಲೀಸರು ನಿರಂತರ ಹುಡುಕಾಟ ನಡೆಸಿದ ಬಳಿಕ ಆತನನ್ನು ಉಡುಪಿ ಜಿಲ್ಲೆಯಲ್ಲಿ ಪತ್ತೆ ಹಚ್ಚಲಾಯಿತು. ಆತನ ಮನವೊಲಿಸಿ ಮತ್ತೆ ಆಸ್ಪತ್ರೆಗೆ ಕರೆತಂದು ದಾಖಲಿಸಲಾಗಿದೆ ಎಂದು ದಕ್ಷಿಣ ಕನ್ನಡ ಜಿಲ್ಲಾಧಿಕಾರಿ ಸಿಂಧೂ ಬಿ. ರೂಪೇಶ್ ತಿಳಿಸಿದ್ದಾರೆ. ಆತ ದುಬೈನಿಂದ ಬಂದಿದ್ದು, ಜ್ವರ ಮತ್ತು ಕೆಮ್ಮಿನ ಲಕ್ಷಣ ಇದ್ದ ಕಾರಣ ಆಸ್ಪತ್ರೆಗೆ ದಾಖಲಿಸಲಾಗಿತ್ತು. ಪ್ರತ್ಯೇಕ ವಾರ್ಡ್‌ನಲ್ಲಿದ್ದ ಆತ ಯಾರಿಗೂ ತಿಳಿಸದೆ ಮನೆಗೆ ತೆರಳಿದ್ದ. ಆತನ ಗಂಟಲು ದ್ರವದ ಮಾದರಿಯನ್ನು ಪರೀಕ್ಷೆಗೆ ಕಳುಹಿಸಲಾಗಿದ್ದು, ವರದಿಗಾಗಿ ಕಾಯಲಾಗುತ್ತಿದೆ ಎಂದು ಅಧಿಕಾರಿಗಳು ಹೇಳಿದ್ದಾರೆ.: [167, 1612, 517, 1696]
housing-body-left: ಬೆಂಗಳೂರು, ಮಾ.9(ಕೆಎಂಶಿ)- ರಾಜ್ಯದಲ್ಲಿ ಇನ್ನೂ 36 ಲಕ್ಷ ಕುಟುಂಬಗಳಿಗೆ ಸ್ವಂತ ಸೂರಿಲ್ಲ ಎಂದು ವಸತಿ ಸಚಿವ ವಿ.ಸೋಮಣ್ಣ ವಿಧಾನಸಭೆಯಲ್ಲಿ ಮಾಹಿತಿ ನೀಡಿದರು. ಪ್ರಶ್ನೋತ್ತರ ವೇಳೆಯಲ್ಲಿ ಶಾಸಕರೊಬ್ಬರು ಕೇಳಿದ ಪ್ರಶ್ನೆಗೆ ಉತ್ತರಿಸಿದ ಅವರು, ಗ್ರಾಮೀಣ ಮತ್ತು ನಗರ ಪ್ರದೇಶಗಳಲ್ಲಿ ನಡೆಸಿದ ಸಮೀಕ್ಷೆಯ ಪ್ರಕಾರ ರಾಜ್ಯದಲ್ಲಿ ವಸತಿರಹಿತರ ಸಂಖ್ಯೆ ಹೆಚ್ಚಾಗಿದೆ. ಪ್ರಧಾನಮಂತ್ರಿ ಆವಾಸ್ ಯೋಜನೆ ಸೇರಿದಂತೆ ವಿವಿಧ ವಸತಿ ಯೋಜನೆಗಳ ಮೂಲಕ ಹಂತ ಹಂತವಾಗಿ ಎಲ್ಲರಿಗೂ ಮನೆ ನಿರ್ಮಿಸಿಕೊಡುವ ಗುರಿ ಹೊಂದಲಾಗಿದೆ. ಕೇಂದ್ರ ಸರ್ಕಾರ 2,831 ಕೋಟಿ ರೂ. ಅನುದಾನ ಬಿಡುಗಡೆ ಮಾಡಿದ್ದು, ಶೀಘ್ರದಲ್ಲೇ ಫಲಾನುಭವಿಗಳ ಆಯ್ಕೆ ಪ್ರಕ್ರಿಯೆ ಪೂರ್ಣಗೊಳಿಸಲಾಗುವುದು. ನಗರ ಪ್ರದೇಶಗಳಲ್ಲಿ ವಸತಿ ರಹಿತರ ಸಂಖ್ಯೆ 36.69 ಲಕ್ಷದಷ್ಟಿದೆ ಎಂದು ಅವರು ವಿವರಿಸಿದರು.: [533, 1566, 883, 1678]
shettar-label: ಪ್ರೊ. ಷೆಟ್ಟರ್: [937, 1111, 985, 1124]
page-number: 5: [198, 174, 218, 206]
lead-body-bottom: ಯುವಜನರು ಕೇವಲ ಉದ್ಯೋಗ ಹುಡುಕುವವರಾಗದೆ ಉದ್ಯೋಗ ಸೃಷ್ಟಿಸುವವರಾಗಬೇಕು. ವಿಜ್ಞಾನ ಮತ್ತು ತಂತ್ರಜ್ಞಾನ ಕ್ಷೇತ್ರದಲ್ಲಿ ಹೊಸ ಆವಿಷ್ಕಾರಗಳನ್ನು ಕೈಗೊಳ್ಳಬೇಕು. ದೇಶದ ಅಭಿವೃದ್ಧಿಗೆ ವಿಜ್ಞಾನದ ಕೊಡುಗೆ ಅಪಾರವಾಗಿದೆ. ಇಡೀ ಜಗತ್ತು ಇಂದು ಭಾರತದತ್ತ ನೋಡುತ್ತಿದೆ. ಭಾರತೀಯ ವಿಜ್ಞಾನಿಗಳು ಅನೇಕ ಕ್ಷೇತ್ರಗಳಲ್ಲಿ ಅಪೂರ್ವ ಸಾಧನೆ ಮಾಡಿದ್ದಾರೆ. ಪ್ರತಿಯೊಬ್ಬರೂ ವೈಜ್ಞಾನಿಕ ಮನೋಭಾವ ಬೆಳೆಸಿಕೊಳ್ಳಬೇಕು ಎಂದು ಸಲಹೆ ನೀಡಿದರು. ಸಿಎಫ್‌ಟಿಆರ್‌ಐ ನಿರ್ದೇಶಕ ಡಾ.ಕೆಎಸ್‌ಎಂಎಸ್ ರಾಘವರಾವ್ ಸೇರಿದಂತೆ ಸಂಸ್ಥೆಯ ವಿಜ್ಞಾನಿಗಳು ಹಾಗೂ ವಿದ್ಯಾರ್ಥಿಗಳು ಉಪಸ್ಥಿತರಿದ್ದರು. ಇದೇ ಸಂದರ್ಭದಲ್ಲಿ ವಿಜ್ಞಾನ ಬರವಣಿಗೆ ಸ್ಪರ್ಧೆಯಲ್ಲಿ ವಿಜೇತರಾದ ವಿದ್ಯಾರ್ಥಿನಿಯರಿಗೆ ಪ್ರಶಸ್ತಿ ವಿತರಿಸಲಾಯಿತು.: [713, 729, 1248, 798]
story-title-chicken: ಹಕ್ಕಿಜ್ವರ ವದಂತಿ: ಚಿಕನ್‌ಮೇಳ ಸ್ಥಾಪನೆ: [249, 2044, 434, 2062]
bank-felicitation-illustration: [533, 1285, 1068, 1470]
condolence-headline-1: ಕರ್ನಾಟಕದ ಮಾಜಿ ರಾಜ್ಯಪಾಲ ಡಾ.ಹನ್ಸ್‌ರಾಜ್ ಭಾರದ್ವಾಜ್,: [533, 915, 874, 935]
lead-subhead: [713, 356, 1250, 381]
lead-body-right: ಯುವಜನರು ಕೇವಲ ಉದ್ಯೋಗ ಹುಡುಕುವವರಾಗದೆ ಉದ್ಯೋಗ ಸೃಷ್ಟಿಸುವವರಾಗಬೇಕು. ವಿಜ್ಞಾನ ಮತ್ತು ತಂತ್ರಜ್ಞಾನ ಕ್ಷೇತ್ರದಲ್ಲಿ ಹೊಸ ಆವಿಷ್ಕಾರಗಳನ್ನು ಕೈಗೊಳ್ಳಬೇಕು. ದೇಶದ ಅಭಿವೃದ್ಧಿಗೆ ವಿಜ್ಞಾನದ ಕೊಡುಗೆ ಅಪಾರವಾಗಿದೆ. ಇಡೀ ಜಗತ್ತು ಇಂದು ಭಾರತದತ್ತ ನೋಡುತ್ತಿದೆ. ಭಾರತೀಯ ವಿಜ್ಞಾನಿಗಳು ಅನೇಕ ಕ್ಷೇತ್ರಗಳಲ್ಲಿ ಅಪೂರ್ವ ಸಾಧನೆ ಮಾಡಿದ್ದಾರೆ. ಪ್ರತಿಯೊಬ್ಬರೂ ವೈಜ್ಞಾನಿಕ ಮನೋಭಾವ ಬೆಳೆಸಿಕೊಳ್ಳಬೇಕು ಎಂದು ಸಲಹೆ ನೀಡಿದರು. ಸಿಎಫ್‌ಟಿಆರ್‌ಐ ನಿರ್ದೇಶಕ ಡಾ.ಕೆಎಸ್‌ಎಂಎಸ್ ರಾಘವರಾವ್ ಸೇರಿದಂತೆ ಸಂಸ್ಥೆಯ ವಿಜ್ಞಾನಿಗಳು ಹಾಗೂ ವಿದ್ಯಾರ್ಥಿಗಳು ಉಪಸ್ಥಿತರಿದ್ದರು. ಇದೇ ಸಂದರ್ಭದಲ್ಲಿ ವಿಜ್ಞಾನ ಬರವಣಿಗೆ ಸ್ಪರ್ಧೆಯಲ್ಲಿ ವಿಜೇತರಾದ ವಿದ್ಯಾರ್ಥಿನಿಯರಿಗೆ ಪ್ರಶಸ್ತಿ ವಿತರಿಸಲಾಯಿತು.: [1255, 732, 1463, 903]
story-body-bengaluru: ಇರಾನ್, ಸಿಂಗಾಪೂರ್‌ನಿಂದ ಬಂದಿದ್ದ 12 ಮಂದಿ ವಿವಿಧ ಆಸ್ಪತ್ರೆಗಳಲ್ಲಿ ದಾಖಲಾಗಿದ್ದಾರೆ. ಅವರಿಗೆ ಒಟ್ಟು 432 ಮಂದಿಯ ರಕ್ತದ ಮಾದರಿಯನ್ನು ಪ್ರಯೋಗಾಲಯಕ್ಕೆ ಕಳುಹಿಸಿದ್ದು, 364 ಮಂದಿಯ ಫಲಿತಾಂಶ ನೆಗೆಟಿವ್ ಬಂದಿದೆ. ಇನ್ನು 68 ಮಂದಿಯ ಫಲಿತಾಂಶ ಬರಬೇಕಾಗಿದೆ ಎಂದು ಆರೋಗ್ಯ ಇಲಾಖೆ ತಿಳಿಸಿದೆ. ಕೊರೊನಾ ಸೋಂಕು ಹರಡಿರುವ ದೇಶದಿಂದ ರಾಜ್ಯದಲ್ಲಿ ಶಿವಮೊಗ್ಗ ಮೂಲಕ ಪ್ರವೇಶಿಸಿದವರನ್ನು ಇಲ್ಲಿಯವರೆಗೆ 91,91 ಮಂದಿಯನ್ನು ವಿಮಾನ ನಿಲ್ದಾಣದಲ್ಲಿ ಸ್ಕ್ರೀನಿಂಗ್ ಮಾಡಲಾಗಿದೆ. ಆ ಪೈಕಿ ಬೆಂಗಳೂರಿನಲ್ಲಿ 61,585 ಮತ್ತು ಮಂಗಳೂರಿನಲ್ಲಿ 25,003 ಮಂದಿಯನ್ನು ಸ್ಕ್ರೀನಿಂಗ್ ಪರೀಕ್ಷೆಗೆ ಒಳಪಡಿಸಲಾಗಿದೆ. ಕಾರವಾರ ಮತ್ತು ಮಂಗಳೂರು ಬಂದರಿನಲ್ಲಿ ಒಟ್ಟು 5,323 ಮಂದಿಯನ್ನು ಸ್ಕ್ರೀನಿಂಗ್ ಮಾಡಲಾಗಿದೆ ಎಂದು ಅವರು ಹೇಳಿದರು. ಇದೇ ವಿಷಯವಾಗಿ ಮಾಧ್ಯಮಗಳೊಂದಿಗೆ ಮಾತನಾಡಿದ ಶಿಕ್ಷಣ ಸಚಿವ ಎಸ್.ಸುರೇಶ್‌ಕುಮಾರ್, ಆರೋಗ್ಯ ಇಲಾಖೆ ನೀಡಿರುವ ಸೂಚನೆಯ ಮೇರೆಗೆ ಬೆಂಗಳೂರು ನಗರ ಮತ್ತು ಬೆಂಗಳೂರು ಗ್ರಾಮಾಂತರ ಜಿಲ್ಲೆಯಲ್ಲಿ ಮುಂದಿನ ಆದೇಶದವರೆಗೆ ಪ್ರಿ ನರ್ಸರಿಯಿಂದ 5ನೇ ತರಗತಿವರೆಗೆ ಶಾಲೆಗಳಿಗೆ ರಜೆ ಘೋಷಿಸಲಾಗಿದೆ ಎಂದರು. ರಾಜ್ಯಾದ್ಯಂತ ಎಲ್‌ಕೆಜಿ ಮತ್ತು ಯುಕೆಜಿ ತರಗತಿಗಳಿಗೆ ರಜೆ ನೀಡಲಾಗಿದೆ. ಆದರೆ, 10ನೇ ತರಗತಿವರೆಗೆ ಮಾರ್ಚ್ 16ರ ಒಳಗೆ ಪರೀಕ್ಷೆ ನಡೆಸಿ ಮುಗಿಸಲು ಸೂಚಿಸಲಾಗಿದೆ. ಮಕ್ಕಳು ಶಾಲೆಗೆ ಬರುವಾಗ ಮಾಸ್ಕ್ ಧರಿಸಿ ಬರುವ ಅಗತ್ಯವಿಲ್ಲ. ಆದರೆ ಮಕ್ಕಳಲ್ಲಿ ಶೀತ, ಕೆಮ್ಮು, ಜ್ವರ ಕಾಣಿಸಿಕೊಂಡರೆ ಅಂತಹ ಮಕ್ಕಳನ್ನು ಶಾಲೆಗೆ ಕಳುಹಿಸದಂತೆ ಪೋಷಕರಿಗೆ ತಿಳಿಸಲಾಗಿದೆ ಎಂದು ಹೇಳಿದರು.: [167, 271, 517, 470]
continued-banner: [167, 217, 517, 241]
yesbank-headline-box: [533, 1711, 924, 1807]
somanna-portrait: [887, 1570, 1059, 1700]
shettar-portrait: [880, 968, 1043, 1107]
page-label: ಪುಟ: [171, 183, 188, 196]
story-body-tune: ಆರು ಸೆಕೆಂಡುಗಳಿದ್ದು, ತಮ್ಮ ಗ್ರಾಹಕರಿಗೆ ಜಾಗೃತಿ ಮೂಡಿಸಲು ಈಗಾಗಲೇ ಟ್ಯೂನ್ ಬಳಕೆ ಮಾಡುತ್ತಿವೆ. ಆದರೆ, ಒಂದು ವೇಳೆ ಬಳಕೆದಾರರು ಈಗಾಗಲೇ ಕಾಲರ್ ಟ್ಯೂನ್‌ಗೆ ಪ್ರತ್ಯೇಕವಾಗಿ ಚಂದಾದಾರರಾಗಿದ್ದರೆ, ಈ ಸಂದೇಶ ಅವರಿಗೆ ಕೇಳಿಸುವುದಿಲ್ಲ. ಕೆಮ್ಮುವಾಗ ಅಥವಾ ಸೀನುವಾಗ ನಿಮ್ಮ ಮುಖವನ್ನು ಕರವಸ್ತ್ರ ಅಥವಾ ಟಿಶ್ಯೂನಿಂದ ಮುಚ್ಚಿಕೊಳ್ಳಿ. ನಿಯಮಿತವಾಗಿ ಸೋಪಿನಿಂದ ಕೈಗಳನ್ನು ತೊಳೆಯಿರಿ. ನಿಮ್ಮ ಕಣ್ಣು, ಮೂಗು ಅಥವಾ ಬಾಯಿಯನ್ನು ಮುಟ್ಟಬೇಡಿ ಎಂಬ ಸಂದೇಶ ಕಾಲರ್ ಟ್ಯೂನ್‌ನಲ್ಲಿ ಕೇಳಿಸಲಿದೆ. ಯಾರಿಗಾದರೂ ಕೆಮ್ಮು, ಜ್ವರ ಅಥವಾ ಉಸಿರಾಟದ ತೊಂದರೆ ಇದ್ದರೆ ಅವರಿಂದ ಒಂದು ಮೀಟರ್ ಅಂತರ ಕಾಯ್ದುಕೊಳ್ಳಿ ಎಂದು ತಿಳಿಸಲಾಗಿದೆ. ಹೆಚ್ಚಿನ ಮಾಹಿತಿಗಾಗಿ ಆರೋಗ್ಯ ಸಚಿವಾಲಯದ ಸಹಾಯವಾಣಿ ಸಂಖ್ಯೆ +91 -11-23978046 ಸಂಪರ್ಕಿಸಿ ಎಂದು ಹೇಳಲಾಗಿದೆ.: [167, 1053, 517, 1166]
bharadwaj-portrait: [713, 968, 876, 1107]
bharadwaj-photo: [713, 968, 876, 1107]
column-divider: [524, 217, 526, 2263]
lead-body-left: ಮೈಸೂರು, ಮಾ.9(ಪಿಎಂ)- ಕಂಟಕ ಪ್ರಾಯವಾದ ಕೊರೊನಾ ವೈರಸ್‌ಗೆ ಔಷಧ ಕಂಡುಹಿಡಿಯುವ ನಿಟ್ಟಿನಲ್ಲಿ ಕೌನ್ಸಿಲ್ ಆಫ್ ಸೈಂಟಿಫಿಕ್ ಅಂಡ್ ಇಂಡಸ್ಟ್ರಿಯಲ್ ರಿಸರ್ಚ್‌ನ (ಸಿಎಸ್‌ಐಆರ್) ವಿಜ್ಞಾನಿಗಳು ಪ್ರಯೋಗಾಲಯಗಳಲ್ಲಿ ಅವಿರತ ಸಂಶೋಧನೆ ನಡೆಸುತ್ತಿದ್ದಾರೆ ಎಂದು ಸಿಎಸ್‌ಐಆರ್‌ನ ಮಹಾ ನಿರ್ದೇಶಕ ಡಾ.ಶೇಖರ್ ಸಿ.ಮಾಂಡೆ ತಿಳಿಸಿದರು. ಮೈಸೂರಿನ ಸಿಎಸ್‌ಐಆರ್-ಕೇಂದ್ರೀಯ ಆಹಾರ ತಾಂತ್ರಿಕ ಸಂಶೋಧನಾ ಸಂಸ್ಥೆ (ಸಿಎಫ್‌ಟಿಆರ್‌ಐ) ವತಿಯಿಂದ ಸಂಸ್ಥೆಯ ಸಭಾಂಗಣದಲ್ಲಿ ‘ಪ್ರ್ಯೂಚರ್ ಇಂಡಿಯಾ ಟಾಕ್ಸ್’ ಸರಣಿ ಉಪನ್ಯಾಸ ಕಾರ್ಯಕ್ರಮದಲ್ಲಿ ‘ಸೈನ್ಸ್ ಅಂಡ್ ಟೆಕ್ನಾಲಜಿ ಫಾರ್ ಸೊಸೈಟಿ’ ಕುರಿತು ಉಪನ್ಯಾಸ ನೀಡಿದರು.: [533, 386, 706, 570]
yesbank-body-3: ಮುಂಬೈ,ಮಾ.9- ಯೆಸ್‌ಬ್ಯಾಂಕ್ ವಿವಾದಕ್ಕೆ ಸಂಬಂಧಿಸಿದಂತೆ ಬ್ಯಾಂಕಿನ ಸಂಸ್ಥಾಪಕ ರಾಣಾ ಕಪೂರ್ ಅವರಿಗೆ ಸೇರಿದ ಮನೆ ಮತ್ತು ಕಚೇರಿಗಳ ಮೇಲೆ ಸಿಬಿಐ ಅಧಿಕಾರಿಗಳು ದಾಳಿ ನಡೆಸಿದ್ದಾರೆ. ಮುಂಬೈನಲ್ಲಿರುವ 7 ಸ್ಥಳಗಳಲ್ಲಿ ಏಕಕಾಲದಲ್ಲಿ ದಾಳಿ ನಡೆಸಿದ ಅಧಿಕಾರಿಗಳು ಮಹತ್ವದ ದಾಖಲೆಗಳನ್ನು ವಶಪಡಿಸಿಕೊಂಡಿದ್ದಾರೆ. ರಾಣಾ ಕಪೂರ್(62) ವಿರುದ್ಧ ಅಕ್ರಮ ಹಣ ವರ್ಗಾವಣೆ ಪ್ರಕರಣ ದಾಖಲಿಸಿರುವ ಜಾರಿ ನಿರ್ದೇಶನಾಲಯ ಅವರನ್ನು ಬಂಧಿಸಿದೆ. ಡಿಎಚ್‌ಎಫ್‌ಎಲ್ ಸಂಸ್ಥೆಗೆ ನೀಡಿದ ಸಾಲಕ್ಕೆ ಪ್ರತಿಯಾಗಿ 600 ಕೋಟಿ ರೂ. ಲಂಚ ಪಡೆದ ಆರೋಪ ಅವರ ಮೇಲಿದೆ. ಸಾವಿರಾರು ಕೋಟಿ ರೂ. ಸಾಲ ವಸೂಲಾಗದ ಹಿನ್ನೆಲೆಯಲ್ಲಿ ಬ್ಯಾಂಕ್ ತೀವ್ರ ಆರ್ಥಿಕ ಸಂಕಷ್ಟಕ್ಕೆ ಸಿಲುಕಿದೆ. ಈ ಹಿನ್ನೆಲೆಯಲ್ಲಿ ಆರ್‌ಬಿಐ ಬ್ಯಾಂಕಿನ ಆಡಳಿತ ಮಂಡಳಿಯನ್ನು ವಜಾಗೊಳಿಸಿ ಆಡಳಿತಾಧಿಕಾರಿ ನೇಮಕ ಮಾಡಿದೆ. ಪ್ರಕರಣದ ತನಿಖೆ ಮುಂದುವರಿದಿದೆ ಎಂದು ಮೂಲಗಳು ತಿಳಿಸಿವೆ.: [730, 1814, 924, 2027]
bank-felicitation-photo: [533, 1285, 1068, 1470]
siddaramaiah-headline-2: ಎನ್ನುವುದು ಮೂರ್ಖತನದ ಹೇಳಿಕೆ: [1161, 942, 1381, 965]
holi-headline: [935, 1709, 1463, 1742]
kpsc-body: ಬೆಂಗಳೂರು, ಮಾ.9(ಕೆಎಂಶಿ)- ಕೃಷಿ ಇಲಾಖೆಯ ಗ್ರೂಪ್-ಸಿ ವೃಂದದಲ್ಲಿ ಖಾಲಿ ಇರುವ ಹುದ್ದೆಗಳನ್ನು ಭರ್ತಿ ಮಾಡಲು ಕರ್ನಾಟಕ ಲೋಕಸೇವಾ ಆಯೋಗಕ್ಕೆ ಪತ್ರ ಬರೆಯಲಾಗಿದೆ ಎಂದು ಕೃಷಿ ಸಚಿವ ಬಿ.ಸಿ.ಪಾಟೀಲ್ ವಿಧಾನ ಪರಿಷತ್‌ಗೆ ತಿಳಿಸಿದರು. ಪ್ರಶ್ನೋತ್ತರ ವೇಳೆಯಲ್ಲಿ ಸದಸ್ಯರು ಕೇಳಿದ ಪ್ರಶ್ನೆಗೆ ಉತ್ತರಿಸಿದ ಅವರು, ಇಲಾಖೆಯಲ್ಲಿ ಒಟ್ಟು ಮಂಜೂರಾದ ಹುದ್ದೆಗಳ ಪೈಕಿ ಸಾವಿರಕ್ಕೂ ಹೆಚ್ಚು ಹುದ್ದೆಗಳು ಖಾಲಿ ಇವೆ. ರೈತರಿಗೆ ಸಮರ್ಪಕ ಸೇವೆ ಒದಗಿಸುವ ನಿಟ್ಟಿನಲ್ಲಿ ಶೀಘ್ರವೇ ನೇಮಕಾತಿ ಪ್ರಕ್ರಿಯೆ ಪೂರ್ಣಗೊಳಿಸಲಾಗುವುದು. 2018-19ನೇ ಸಾಲಿನಲ್ಲಿ ಗ್ರೂಪ್-ಎ ಮತ್ತು ಬಿ ವೃಂದದಲ್ಲಿ ಖಾಲಿ ಇರುವ ಹುದ್ದೆಗಳನ್ನು ನೇರ ನೇಮಕಾತಿ ಮೂಲಕ ಭರ್ತಿ ಮಾಡಲಾಗಿದೆ ಎಂದು ವಿವರಿಸಿದರು.: [1080, 1330, 1463, 1415]
lead-bottom-rule: [533, 907, 1463, 909]
condolence-divider: [1072, 913, 1074, 1468]
issue-date: ಮಂಗಳವಾರ 10 ಮಾರ್ಚ್ 2020: [1228, 180, 1463, 202]
yesbank-body-2: [728, 1711, 924, 1712]
story-title-prices: ತರಕಾರಿ ಬೆಲೆ ಬಾರೀ ಪ್ರಮಾಣದಲ್ಲಿ ಕುಸಿತ: [233, 1824, 450, 1843]
holi-headline-highlight: ವರ್ಣರಂಜಿತ: [1133, 1712, 1228, 1739]
yesbank-headline-2: ಸಿಬಿಐ ಶಾಕ್: ಮುಂಬೈನ ಮನೆ,: [622, 1747, 835, 1771]
lead-kicker: [750, 217, 1231, 241]
somanna-photo: [887, 1570, 1059, 1700]
story-body-count43: ಅವರ ತಂದೆ-ತಾಯಿಯನ್ನು ಪರೀಕ್ಷೆಗೆ ಒಳಪಡಿಸಲಾಗಿದ್ದು, ವರದಿಗಾಗಿ ನಿರೀಕ್ಷಿಸಲಾಗಿದೆ. ಈ ಮೂಲಕ ಕೇರಳದಲ್ಲಿ ಪತ್ತೆಯಾದ ಅರನೇ ಪ್ರಕರಣ ಇದಾಗಿದೆ. ಕೇರಳದ ಪತ್ತನಂತಿಟ್ಟ ಜಿಲ್ಲೆಯಲ್ಲಿ ಪೈ ಅರ್ಥಾತ್ ಘೋಷಣೆ ಮಾಡಲಾಗಿದೆ. ಎಲ್ಲಾ ಸಾರ್ವಜನಿಕ ಸಮಾರಂಭಗಳನ್ನು ಕೂಡ ರದ್ದು ಮಾಡಲಾಗಿದೆ. ಜಮ್ಮು-ಕಾಶ್ಮೀರದಲ್ಲಿ ಕೂಡ ಮೊದಲ ಕೊರೊನಾ ಸೋಂಕಿತ ಪ್ರಕರಣ ದೃಢಪಟ್ಟಿದೆ ಎಂದು ಅಧಿಕಾರಿಗಳು ತಿಳಿಸಿದ್ದಾರೆ. 63 ವರ್ಷದ ವೃದ್ಧ ಮಹಿಳೆಯೊಬ್ಬರು ಇರಾನ್‌ಗೆ ಪ್ರವಾಸ ಬೆಳೆಸಿ ವಾಪಸ್ಸಾಗಿದ್ದರು. ಅವರಲ್ಲಿ ಸೋಂಕು ದೃಢಪಟ್ಟಿದ್ದು, ಜಮ್ಮುವಿನ ಸರ್ಕಾರಿ ಆಸ್ಪತ್ರೆಯಲ್ಲಿ ಚಿಕಿತ್ಸೆ ನೀಡಲಾಗುತ್ತಿದೆ. ಅವರ ಆರೋಗ್ಯ ಸ್ಥಿರವಾಗಿದೆ. ಈ ಮೂಲಕ ದೇಶದಲ್ಲಿ ಸೋಂಕಿತರ ಸಂಖ್ಯೆ 43ಕ್ಕೆ ಏರಿಕೆಯಾಗಿದೆ ಎಂದು ಕೇಂದ್ರ ಆರೋಗ್ಯ ಸಚಿವಾಲಯ ತಿಳಿಸಿದೆ. ಇದರ ಬೆನ್ನಲ್ಲೇ ಜಮ್ಮು ಮತ್ತು ಕಾಶ್ಮೀರದ ಎಲ್ಲ ಪ್ರಾಥಮಿಕ ಶಾಲೆಗಳನ್ನು ಮಾರ್ಚ್ 31ರವರೆಗೆ ಮುಚ್ಚಲು ಆದೇಶಿಸಲಾಗಿದೆ.: [167, 1247, 517, 1360]
lead-kicker-text: ‘ಪ್ರ್ಯೂಚರ್ ಇಂಡಿಯಾ ಟಾಕ್ಸ್’ ಸರಣಿ ಉಪನ್ಯಾಸ: [874, 219, 1107, 238]
holi-body-1: ಕೊರೊನಾ ಭೀತಿಯ ನಡುವೆಯೂ ಮೈಸೂರಿನಲ್ಲಿ ಸೋಮವಾರ ಹೋಳಿ ಹಬ್ಬವನ್ನು ಸಂಭ್ರಮದಿಂದ ಆಚರಿಸಲಾಯಿತು. ನಗರದ ವಿವಿಧ ಬಡಾವಣೆಗಳಲ್ಲಿ ಯುವಕ-ಯುವತಿಯರು ಪರಸ್ಪರ ಬಣ್ಣ ಎರಚಿ ಸಂಭ್ರಮಿಸಿದರು. ಕಾಲೇಜು ವಿದ್ಯಾರ್ಥಿಗಳು ಗುಂಪು ಗುಂಪಾಗಿ ಸೇರಿ ಬಣ್ಣದ ಓಕುಳಿಯಲ್ಲಿ ಮಿಂದೆದ್ದರು. ಮಹಾರಾಣಿ ಕಾಲೇಜು ವಿದ್ಯಾರ್ಥಿನಿಯರು ಕಾಲೇಜು ಆವರಣದಲ್ಲಿ ಹೋಳಿ ಆಚರಿಸಿದರು. ಮಕ್ಕಳು ಪಿಚಕಾರಿ ಹಿಡಿದು ಬಣ್ಣದ ನೀರನ್ನು ಎರಚುತ್ತಾ ಕುಣಿದು ಕುಪ್ಪಳಿಸಿದರು. ಕೆಲವೆಡೆ ಡಿಜೆ ಸಂಗೀತಕ್ಕೆ ಹೆಜ್ಜೆ ಹಾಕಿದ ಯುವಜನರು ಹಬ್ಬಕ್ಕೆ ಮತ್ತಷ್ಟು ಮೆರಗು ನೀಡಿದರು. ಸಂತ ಫಿಲೋಮಿನಾ ಚರ್ಚ್ ರಸ್ತೆ, ಸರಸ್ವತಿಪುರಂ, ಕುವೆಂಪುನಗರ ಸೇರಿದಂತೆ ಹಲವೆಡೆ ಹೋಳಿ ಸಂಭ್ರಮ ಮನೆ ಮಾಡಿತ್ತು. ಆರೋಗ್ಯ ಇಲಾಖೆ ಸಲಹೆಯಂತೆ ಹಲವರು ಸರಳವಾಗಿ ಹಬ್ಬ ಆಚರಿಸಿದರು.: [1196, 1749, 1463, 1890]
continued-banner-text: ಒಂದನೇ ಪುಟದಿಂದ: [295, 219, 388, 237]
holi-illustration: [935, 1748, 1187, 1972]
award-photo: [713, 383, 1248, 676]
condolence-body-3: [1050, 965, 1067, 966]
